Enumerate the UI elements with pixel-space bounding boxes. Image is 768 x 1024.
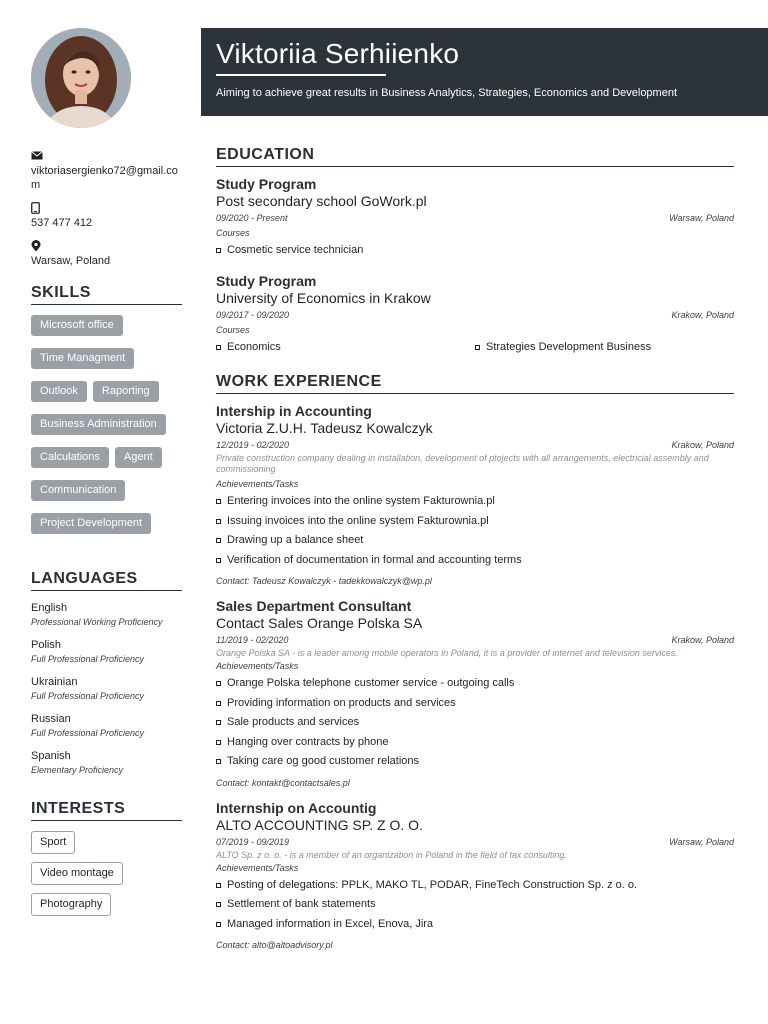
bullet-square-icon bbox=[216, 759, 221, 764]
entry-org: ALTO ACCOUNTING SP. Z O. O. bbox=[216, 816, 423, 833]
bullet-square-icon bbox=[216, 345, 221, 350]
bullet-square-icon bbox=[216, 883, 221, 888]
entry-dates: 11/2019 - 02/2020 bbox=[216, 635, 289, 645]
envelope-icon bbox=[31, 150, 182, 163]
task-text: Sale products and services bbox=[227, 716, 360, 728]
entry-contact bbox=[216, 778, 734, 788]
tasks-list bbox=[216, 492, 734, 570]
course-text: Cosmetic service technician bbox=[227, 244, 364, 256]
education-entry bbox=[216, 273, 734, 358]
entry-org: University of Economics in Krakow bbox=[216, 289, 431, 306]
language-level: Full Professional Proficiency bbox=[31, 654, 145, 664]
sidebar bbox=[31, 28, 182, 916]
skill-tag: Project Development bbox=[31, 513, 151, 534]
map-pin-icon bbox=[31, 240, 182, 253]
education-section bbox=[216, 146, 734, 357]
course-text: Strategies Development Business bbox=[486, 340, 652, 353]
skills-heading: SKILLS bbox=[31, 284, 182, 305]
bullet-square-icon bbox=[216, 902, 221, 907]
language-level: Professional Working Proficiency bbox=[31, 617, 163, 627]
task-text: Taking care og good customer relations bbox=[227, 755, 419, 767]
entry-meta bbox=[216, 439, 734, 451]
bullet-square-icon bbox=[216, 499, 221, 504]
language-item bbox=[31, 712, 182, 739]
contact-value[interactable]: kontakt@contactsales.pl bbox=[252, 777, 350, 788]
list-item bbox=[475, 338, 734, 358]
language-name: Ukrainian bbox=[31, 676, 78, 688]
work-entry bbox=[216, 403, 734, 586]
list-item bbox=[216, 492, 734, 512]
list-item bbox=[216, 713, 734, 733]
task-text: Posting of delegations: PPLK, MAKO TL, PODAR, FineTech Construction Sp. z o. o. bbox=[227, 878, 638, 891]
main-content bbox=[216, 146, 734, 950]
entry-meta bbox=[216, 836, 734, 848]
tasks-label: Achievements/Tasks bbox=[216, 479, 299, 489]
entry-description: Private construction company dealing in installation, development of ptojects with all arrangements, electricial assembly and commissioning bbox=[216, 453, 709, 474]
language-item bbox=[31, 675, 182, 702]
phone-icon bbox=[31, 202, 182, 215]
interests-heading: INTERESTS bbox=[31, 800, 182, 821]
language-item bbox=[31, 749, 182, 776]
contact-label: Contact: bbox=[216, 777, 250, 788]
skill-tag: Time Managment bbox=[31, 348, 134, 369]
entry-location: Krakow, Poland bbox=[671, 440, 734, 450]
language-item bbox=[31, 601, 182, 628]
bullet-square-icon bbox=[216, 922, 221, 927]
entry-location: Krakow, Poland bbox=[671, 309, 734, 320]
entry-dates: 07/2019 - 09/2019 bbox=[216, 836, 290, 847]
entry-role: Study Program bbox=[216, 272, 317, 289]
skill-tag: Business Administration bbox=[31, 414, 166, 435]
bullet-square-icon bbox=[216, 519, 221, 524]
entry-meta bbox=[216, 309, 734, 321]
entry-org: Contact Sales Orange Polska SA bbox=[216, 615, 423, 631]
language-name: English bbox=[31, 602, 68, 614]
education-entry bbox=[216, 176, 734, 261]
contact-location bbox=[31, 240, 182, 268]
tagline: Aiming to achieve great results in Business Analytics, Strategies, Economics and Development bbox=[216, 87, 678, 99]
tasks-label: Achievements/Tasks bbox=[216, 862, 299, 873]
interest-tag: Sport bbox=[31, 831, 75, 854]
list-item bbox=[216, 694, 734, 714]
list-item bbox=[216, 674, 734, 694]
language-level: Elementary Proficiency bbox=[31, 765, 124, 775]
entry-role: Study Program bbox=[216, 176, 317, 192]
skill-tag: Microsoft office bbox=[31, 315, 123, 336]
entry-org: Post secondary school GoWork.pl bbox=[216, 193, 427, 209]
interest-tag: Video montage bbox=[31, 862, 123, 885]
languages-section bbox=[31, 570, 182, 776]
language-name: Polish bbox=[31, 639, 61, 651]
list-item bbox=[216, 551, 734, 571]
list-item bbox=[216, 895, 734, 915]
entry-role: Sales Department Consultant bbox=[216, 598, 412, 614]
entry-description: Orange Polska SA - is a leader among mobile operators in Poland, it is a provider of internet and television services. bbox=[216, 648, 678, 658]
list-item bbox=[216, 915, 734, 935]
tasks-list bbox=[216, 674, 734, 772]
work-section bbox=[216, 373, 734, 950]
profile-photo-icon bbox=[31, 28, 131, 128]
language-item bbox=[31, 638, 182, 665]
entry-location: Warsaw, Poland bbox=[669, 836, 734, 847]
task-text: Orange Polska telephone customer service - outgoing calls bbox=[227, 677, 515, 689]
avatar bbox=[31, 28, 131, 128]
courses-label: Courses bbox=[216, 324, 250, 335]
entry-location: Krakow, Poland bbox=[671, 635, 734, 645]
list-item bbox=[216, 531, 734, 551]
entry-contact bbox=[216, 940, 734, 950]
skill-tag: Raporting bbox=[93, 381, 159, 402]
contact-phone bbox=[31, 202, 182, 230]
tasks-label: Achievements/Tasks bbox=[216, 661, 299, 671]
task-text: Hanging over contracts by phone bbox=[227, 735, 389, 748]
email-text[interactable]: viktoriasergienko72@gmail.com bbox=[31, 165, 178, 191]
skills-section bbox=[31, 284, 182, 534]
bullet-square-icon bbox=[216, 701, 221, 706]
language-level: Full Professional Proficiency bbox=[31, 728, 145, 738]
list-item bbox=[216, 338, 475, 358]
task-text: Drawing up a balance sheet bbox=[227, 534, 364, 546]
entry-contact bbox=[216, 576, 734, 586]
tasks-list bbox=[216, 876, 734, 935]
entry-description: ALTO Sp. z o. o. - is a member of an organization in Poland in the field of tax consulting. bbox=[216, 849, 567, 860]
work-entry bbox=[216, 598, 734, 788]
bullet-square-icon bbox=[216, 681, 221, 686]
list-item bbox=[216, 241, 734, 261]
entry-dates: 09/2017 - 09/2020 bbox=[216, 309, 290, 320]
skills-list bbox=[31, 315, 182, 534]
entry-meta bbox=[216, 634, 734, 646]
entry-dates: 12/2019 - 02/2020 bbox=[216, 440, 290, 450]
task-text: Managed information in Excel, Enova, Jira bbox=[227, 917, 434, 930]
task-text: Providing information on products and services bbox=[227, 696, 456, 709]
entry-dates: 09/2020 - Present bbox=[216, 213, 288, 223]
task-text: Settlement of bank statements bbox=[227, 898, 376, 910]
list-item bbox=[216, 733, 734, 753]
task-text: Verification of documentation in formal and accounting terms bbox=[227, 553, 522, 566]
languages-heading: LANGUAGES bbox=[31, 570, 182, 591]
courses-list bbox=[216, 338, 734, 358]
task-text: Entering invoices into the online system Fakturownia.pl bbox=[227, 495, 495, 507]
skill-tag: Calculations bbox=[31, 447, 109, 468]
bullet-square-icon bbox=[216, 538, 221, 543]
contact-label: Contact: bbox=[216, 940, 250, 950]
phone-text: 537 477 412 bbox=[31, 217, 93, 229]
interests-list bbox=[31, 831, 182, 916]
bullet-square-icon bbox=[216, 558, 221, 563]
contact-email bbox=[31, 150, 182, 192]
bullet-square-icon bbox=[216, 720, 221, 725]
contact-value[interactable]: Tadeusz Kowalczyk - tadekkowalczyk@wp.pl bbox=[252, 576, 432, 586]
skill-tag: Outlook bbox=[31, 381, 87, 402]
contact-block bbox=[31, 150, 182, 268]
full-name: Viktoriia Serhiienko bbox=[216, 38, 460, 69]
entry-role: Internship on Accountig bbox=[216, 799, 377, 816]
courses-label: Courses bbox=[216, 228, 250, 238]
contact-value[interactable]: alto@altoadvisory.pl bbox=[252, 940, 333, 950]
language-level: Full Professional Proficiency bbox=[31, 691, 145, 701]
work-heading: WORK EXPERIENCE bbox=[216, 373, 734, 394]
work-entry bbox=[216, 800, 734, 951]
name-underline bbox=[216, 74, 386, 76]
entry-meta bbox=[216, 212, 734, 224]
bullet-square-icon bbox=[216, 248, 221, 253]
interests-section bbox=[31, 800, 182, 916]
task-text: Issuing invoices into the online system Fakturownia.pl bbox=[227, 514, 489, 527]
bullet-square-icon bbox=[216, 740, 221, 745]
list-item bbox=[216, 752, 734, 772]
interest-tag: Photography bbox=[31, 893, 111, 916]
location-text: Warsaw, Poland bbox=[31, 255, 111, 267]
entry-location: Warsaw, Poland bbox=[669, 213, 734, 223]
courses-list bbox=[216, 241, 734, 261]
bullet-square-icon bbox=[475, 345, 480, 350]
course-text: Economics bbox=[227, 340, 281, 353]
skill-tag: Communication bbox=[31, 480, 125, 501]
list-item bbox=[216, 876, 734, 896]
entry-role: Intership in Accounting bbox=[216, 403, 372, 419]
skill-tag: Agent bbox=[115, 447, 162, 468]
education-heading: EDUCATION bbox=[216, 146, 734, 167]
contact-label: Contact: bbox=[216, 576, 250, 586]
entry-org: Victoria Z.U.H. Tadeusz Kowalczyk bbox=[216, 420, 433, 436]
language-name: Russian bbox=[31, 713, 71, 725]
list-item bbox=[216, 512, 734, 532]
language-name: Spanish bbox=[31, 750, 71, 762]
resume-header bbox=[201, 28, 768, 116]
